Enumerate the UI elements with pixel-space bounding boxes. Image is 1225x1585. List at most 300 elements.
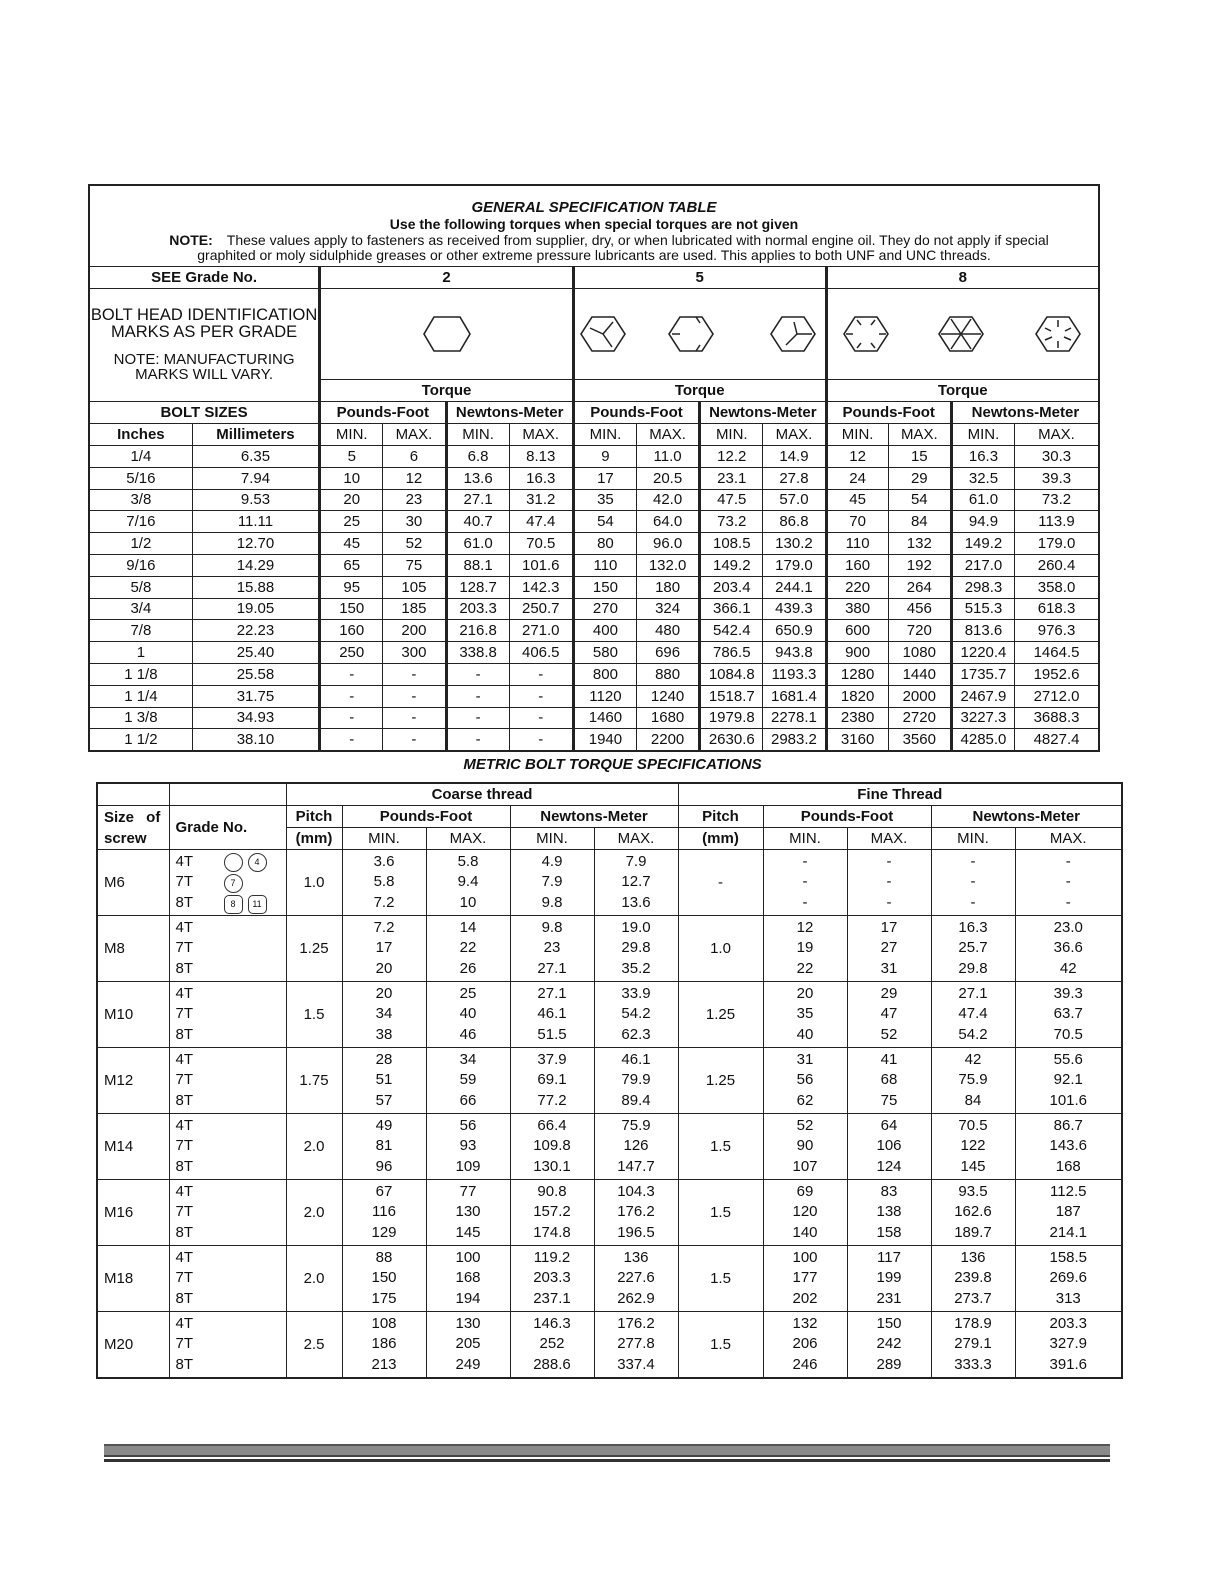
table-cell: 90.8 [537, 1182, 567, 1200]
table-row [97, 916, 1122, 982]
table-cell: 7/8 [89, 620, 192, 642]
table-cell: 46.1 [537, 1005, 567, 1023]
table-cell: 264 [888, 576, 951, 598]
table-cell: 52 [383, 533, 446, 555]
table-row [97, 850, 1122, 916]
table-cell: 439.3 [763, 598, 826, 620]
stacked-values [594, 1114, 678, 1180]
stacked-values [1015, 916, 1122, 982]
table-cell: 70.5 [509, 533, 573, 555]
table-cell: 86.7 [1053, 1116, 1083, 1134]
table-cell: 1/4 [89, 446, 192, 468]
stacked-values [342, 1312, 426, 1379]
table-cell: - [509, 707, 573, 729]
table-cell: 59 [459, 1071, 477, 1089]
table-cell: 203.3 [446, 598, 509, 620]
coarse-pitch-unit: (mm) [286, 828, 342, 850]
table-cell: 37.9 [537, 1050, 567, 1068]
table-cell: 14.29 [192, 554, 319, 576]
table-cell: 260.4 [1015, 554, 1099, 576]
table-cell: 1 3/8 [89, 707, 192, 729]
table-cell: 31.2 [509, 489, 573, 511]
table-cell: 9.8 [541, 893, 563, 911]
table-cell: 880 [637, 663, 700, 685]
grade-mark-icon: 4 [248, 853, 267, 872]
fine-pitch-cell: - [678, 850, 763, 916]
table-cell: 25.7 [958, 939, 988, 957]
table-cell: 9.4 [457, 873, 479, 891]
table-cell: 185 [383, 598, 446, 620]
table-cell: 217.0 [951, 554, 1014, 576]
g8-newtons-meter: Newtons-Meter [951, 402, 1099, 424]
stacked-values [931, 982, 1015, 1048]
table-cell: 1735.7 [951, 663, 1014, 685]
table-cell: 157.2 [533, 1203, 571, 1221]
table-cell: 46.1 [621, 1050, 651, 1068]
screw-size-cell: M10 [97, 982, 169, 1048]
table-cell: 65 [320, 554, 383, 576]
table-cell: 83 [880, 1182, 898, 1200]
table-cell: 1464.5 [1015, 642, 1099, 664]
table-cell: 943.8 [763, 642, 826, 664]
table-row [97, 1048, 1122, 1114]
stacked-values [342, 1114, 426, 1180]
grade-label: 8T [175, 1091, 194, 1109]
table-cell: 269.6 [1049, 1269, 1088, 1287]
table-cell: 2380 [826, 707, 888, 729]
table-cell: 17 [880, 918, 898, 936]
table-cell: 12 [796, 918, 814, 936]
stacked-values [1015, 850, 1122, 916]
coarse-newtons-meter: Newtons-Meter [510, 806, 678, 828]
table-cell: 75.9 [621, 1116, 651, 1134]
table-cell: 93 [459, 1137, 477, 1155]
table-cell: 168 [1055, 1157, 1081, 1175]
general-subtitle: Use the following torques when special torques are not given [389, 215, 799, 232]
table-cell: 108.5 [700, 533, 763, 555]
table-cell: 32.5 [951, 467, 1014, 489]
general-header [89, 185, 1099, 267]
coarse-pitch-cell: 2.0 [286, 1180, 342, 1246]
table-cell: 54 [888, 489, 951, 511]
table-cell: 23.0 [1053, 918, 1083, 936]
fine-pitch-cell: 1.5 [678, 1246, 763, 1312]
table-cell: 41 [880, 1050, 898, 1068]
stacked-values [342, 1246, 426, 1312]
table-cell: 130.1 [533, 1157, 571, 1175]
table-cell: 9/16 [89, 554, 192, 576]
stacked-values [847, 982, 931, 1048]
metric-bolt-torque-table [96, 782, 1123, 1379]
table-cell: 23 [543, 939, 561, 957]
grade-8-marks [826, 289, 1099, 380]
table-cell: 242 [876, 1335, 902, 1353]
fine-pitch-cell: 1.25 [678, 982, 763, 1048]
stacked-values [931, 1312, 1015, 1379]
max-header: MAX. [763, 424, 826, 446]
grade-cell [169, 1048, 286, 1114]
grade-no-header: Grade No. [169, 806, 286, 850]
table-cell: 84 [888, 511, 951, 533]
table-cell: 124 [876, 1157, 902, 1175]
fine-newtons-meter: Newtons-Meter [931, 806, 1122, 828]
table-cell: 696 [637, 642, 700, 664]
fine-pounds-foot: Pounds-Foot [763, 806, 931, 828]
table-cell: 142.3 [509, 576, 573, 598]
stacked-values [847, 1312, 931, 1379]
table-row [89, 467, 1099, 489]
table-cell: 31 [880, 959, 898, 977]
min-header: MIN. [342, 828, 426, 850]
min-header: MIN. [951, 424, 1014, 446]
table-cell: 177 [792, 1269, 818, 1287]
table-cell: 64 [880, 1116, 898, 1134]
table-cell: 16.3 [958, 918, 988, 936]
max-header: MAX. [847, 828, 931, 850]
table-cell: 324 [637, 598, 700, 620]
table-cell: 1193.3 [763, 663, 826, 685]
table-cell: 57 [375, 1091, 393, 1109]
empty-corner [97, 783, 169, 806]
table-cell: 231 [876, 1289, 902, 1307]
table-cell: 29.8 [621, 939, 651, 957]
stacked-values [847, 1180, 931, 1246]
table-cell: 29 [888, 467, 951, 489]
table-cell: 40.7 [446, 511, 509, 533]
note-line-2: graphited or moly sidulphide greases or other extreme pressure lubricants are used. This applies to both UNF and UNC threads. [197, 246, 991, 263]
table-cell: - [1065, 893, 1071, 911]
grade-label: 4T [175, 852, 194, 870]
g5-newtons-meter: Newtons-Meter [700, 402, 826, 424]
stacked-values [763, 982, 847, 1048]
table-cell: 77 [459, 1182, 477, 1200]
table-cell: 45 [826, 489, 888, 511]
table-cell: 27.1 [537, 984, 567, 1002]
table-cell: 187 [1055, 1203, 1081, 1221]
coarse-pitch-cell: 2.5 [286, 1312, 342, 1379]
table-cell: 13.6 [446, 467, 509, 489]
table-cell: 34.93 [192, 707, 319, 729]
grade-cell [169, 1114, 286, 1180]
table-cell: 104.3 [617, 1182, 655, 1200]
stacked-values [594, 1312, 678, 1379]
table-cell: 252 [539, 1335, 565, 1353]
max-header: MAX. [888, 424, 951, 446]
table-row [89, 511, 1099, 533]
table-cell: 976.3 [1015, 620, 1099, 642]
table-cell: 7.9 [541, 873, 563, 891]
table-cell: 270 [573, 598, 636, 620]
table-cell: 68 [880, 1071, 898, 1089]
table-cell: 4.9 [541, 852, 563, 870]
grade-label: 8T [175, 959, 194, 977]
grade-mark-icon [224, 853, 243, 872]
table-cell: 100 [455, 1248, 481, 1266]
table-cell: 110 [573, 554, 636, 576]
table-cell: 140 [792, 1223, 818, 1241]
table-cell: 95 [320, 576, 383, 598]
millimeters-header: Millimeters [192, 424, 319, 446]
stacked-values [510, 1246, 594, 1312]
grade-5-torque: Torque [573, 380, 826, 402]
stacked-values [1015, 982, 1122, 1048]
table-cell: 108 [371, 1314, 397, 1332]
table-cell: 15 [888, 446, 951, 468]
table-cell: 61.0 [446, 533, 509, 555]
table-row [89, 598, 1099, 620]
table-cell: 7/16 [89, 511, 192, 533]
table-cell: 88.1 [446, 554, 509, 576]
table-cell: - [509, 685, 573, 707]
table-cell: 5/8 [89, 576, 192, 598]
table-cell: 273.7 [954, 1289, 992, 1307]
table-cell: 31.75 [192, 685, 319, 707]
stacked-values [847, 1246, 931, 1312]
table-cell: 40 [796, 1025, 814, 1043]
table-cell: 19.0 [621, 918, 651, 936]
table-cell: 70.5 [1053, 1025, 1083, 1043]
grade-2-marks [320, 289, 574, 380]
table-cell: 130 [455, 1314, 481, 1332]
table-cell: 132 [888, 533, 951, 555]
table-cell: 480 [637, 620, 700, 642]
table-row [97, 1180, 1122, 1246]
table-cell: 7.2 [373, 893, 395, 911]
stacked-values [510, 850, 594, 916]
stacked-values [1015, 1246, 1122, 1312]
table-cell: 4285.0 [951, 729, 1014, 751]
fine-pitch-cell: 1.25 [678, 1048, 763, 1114]
stacked-values [931, 1246, 1015, 1312]
table-cell: 239.8 [954, 1269, 992, 1287]
table-cell: 56 [796, 1071, 814, 1089]
table-cell: - [1065, 873, 1071, 891]
table-cell: 1952.6 [1015, 663, 1099, 685]
table-cell: 179.0 [763, 554, 826, 576]
table-cell: 178.9 [954, 1314, 992, 1332]
table-cell: 146.3 [533, 1314, 571, 1332]
table-cell: 4827.4 [1015, 729, 1099, 751]
table-cell: 28 [375, 1050, 393, 1068]
stacked-values [763, 1312, 847, 1379]
table-cell: 1 1/8 [89, 663, 192, 685]
general-title: GENERAL SPECIFICATION TABLE [471, 198, 717, 216]
table-cell: 1518.7 [700, 685, 763, 707]
table-cell: 174.8 [533, 1223, 571, 1241]
note-line-1: These values apply to fasteners as received from supplier, dry, or when lubricated with normal engine oil. They do not apply if special [226, 231, 1049, 248]
table-cell: 26 [459, 959, 477, 977]
table-cell: 158 [876, 1223, 902, 1241]
coarse-pitch-cell: 1.0 [286, 850, 342, 916]
table-cell: 12 [383, 467, 446, 489]
table-cell: 3227.3 [951, 707, 1014, 729]
stacked-values [1015, 1180, 1122, 1246]
grade-label: 8T [175, 1355, 194, 1373]
table-cell: 136 [960, 1248, 986, 1266]
table-cell: 31 [796, 1050, 814, 1068]
grade-label: 7T [175, 1203, 194, 1221]
table-cell: - [320, 729, 383, 751]
table-cell: 203.3 [533, 1269, 571, 1287]
grade-mark-icon: 8 [224, 895, 243, 914]
table-cell: 194 [455, 1289, 481, 1307]
stacked-values [847, 1048, 931, 1114]
table-cell: 12.70 [192, 533, 319, 555]
table-cell: 47 [880, 1005, 898, 1023]
table-cell: 23.1 [700, 467, 763, 489]
fine-pitch-unit: (mm) [678, 828, 763, 850]
table-cell: 75 [383, 554, 446, 576]
table-cell: 542.4 [700, 620, 763, 642]
table-cell: - [802, 852, 808, 870]
table-cell: 380 [826, 598, 888, 620]
hex-grade5-b-icon [669, 317, 713, 351]
table-cell: 2712.0 [1015, 685, 1099, 707]
table-cell: 196.5 [617, 1223, 655, 1241]
stacked-values [426, 916, 510, 982]
grade-label: 4T [175, 918, 194, 936]
table-cell: 149.2 [951, 533, 1014, 555]
table-cell: 25 [459, 984, 477, 1002]
stacked-values [510, 916, 594, 982]
table-cell: 338.8 [446, 642, 509, 664]
table-cell: 2983.2 [763, 729, 826, 751]
table-cell: 11.11 [192, 511, 319, 533]
general-specification-table [88, 184, 1100, 752]
table-cell: 227.6 [617, 1269, 655, 1287]
table-cell: 150 [320, 598, 383, 620]
max-header: MAX. [426, 828, 510, 850]
table-cell: 5/16 [89, 467, 192, 489]
table-cell: 27.1 [537, 959, 567, 977]
grade-cell [169, 1312, 286, 1379]
table-cell: 19 [796, 939, 814, 957]
table-cell: 94.9 [951, 511, 1014, 533]
coarse-pitch-cell: 1.75 [286, 1048, 342, 1114]
table-cell: 47.4 [958, 1005, 988, 1023]
table-cell: 358.0 [1015, 576, 1099, 598]
max-header: MAX. [1015, 828, 1122, 850]
stacked-values [426, 1246, 510, 1312]
table-cell: 900 [826, 642, 888, 664]
table-cell: 7.2 [373, 918, 395, 936]
table-cell: 176.2 [617, 1314, 655, 1332]
hex-grade8-a-icon [844, 317, 888, 351]
table-cell: 6.35 [192, 446, 319, 468]
max-header: MAX. [509, 424, 573, 446]
min-header: MIN. [700, 424, 763, 446]
table-cell: 77.2 [537, 1091, 567, 1109]
table-cell: 1940 [573, 729, 636, 751]
max-header: MAX. [637, 424, 700, 446]
screw-size-cell: M14 [97, 1114, 169, 1180]
table-cell: 20.5 [637, 467, 700, 489]
table-cell: 70 [826, 511, 888, 533]
table-cell: 66 [459, 1091, 477, 1109]
table-cell: - [509, 663, 573, 685]
grade-label: 7T [175, 1071, 194, 1089]
table-cell: 249 [455, 1355, 481, 1373]
g2-newtons-meter: Newtons-Meter [446, 402, 573, 424]
table-cell: 456 [888, 598, 951, 620]
table-cell: 15.88 [192, 576, 319, 598]
stacked-values [763, 850, 847, 916]
table-cell: 5.8 [373, 873, 395, 891]
table-cell: 54.2 [958, 1025, 988, 1043]
grade-8-torque: Torque [826, 380, 1099, 402]
min-header: MIN. [446, 424, 509, 446]
table-cell: 61.0 [951, 489, 1014, 511]
table-cell: 179.0 [1015, 533, 1099, 555]
table-cell: 64.0 [637, 511, 700, 533]
table-cell: 203.3 [1049, 1314, 1088, 1332]
table-cell: 1280 [826, 663, 888, 685]
table-cell: 1240 [637, 685, 700, 707]
table-cell: - [383, 663, 446, 685]
table-cell: 162.6 [954, 1203, 992, 1221]
table-cell: 205 [455, 1335, 481, 1353]
table-cell: 271.0 [509, 620, 573, 642]
table-cell: 12.2 [700, 446, 763, 468]
table-cell: 52 [796, 1116, 814, 1134]
table-row [97, 982, 1122, 1048]
table-cell: 132.0 [637, 554, 700, 576]
table-cell: 88 [375, 1248, 393, 1266]
table-cell: 298.3 [951, 576, 1014, 598]
table-cell: 199 [876, 1269, 902, 1287]
stacked-values [931, 1180, 1015, 1246]
table-cell: 580 [573, 642, 636, 664]
bolt-sizes-label: BOLT SIZES [89, 402, 320, 424]
table-cell: 189.7 [954, 1223, 992, 1241]
stacked-values [763, 1048, 847, 1114]
table-cell: 19.05 [192, 598, 319, 620]
table-cell: 145 [960, 1157, 986, 1175]
table-cell: 7.94 [192, 467, 319, 489]
table-cell: 277.8 [617, 1335, 655, 1353]
min-header: MIN. [320, 424, 383, 446]
stacked-values [426, 982, 510, 1048]
table-cell: - [446, 663, 509, 685]
table-cell: 650.9 [763, 620, 826, 642]
table-cell: 47.5 [700, 489, 763, 511]
table-cell: 158.5 [1049, 1248, 1088, 1266]
table-cell: 250 [320, 642, 383, 664]
stacked-values [426, 850, 510, 916]
table-cell: 3560 [888, 729, 951, 751]
table-cell: 17 [375, 939, 393, 957]
table-cell: 600 [826, 620, 888, 642]
table-cell: - [383, 685, 446, 707]
stacked-values [342, 916, 426, 982]
empty-corner [169, 783, 286, 806]
stacked-values [1015, 1114, 1122, 1180]
coarse-pitch-cell: 1.5 [286, 982, 342, 1048]
table-cell: 35 [573, 489, 636, 511]
table-cell: 150 [876, 1314, 902, 1332]
stacked-values [763, 916, 847, 982]
table-cell: 119.2 [533, 1248, 571, 1266]
table-cell: 25.40 [192, 642, 319, 664]
table-cell: 1460 [573, 707, 636, 729]
table-cell: 143.6 [1049, 1137, 1088, 1155]
table-cell: 10 [320, 467, 383, 489]
table-cell: 288.6 [533, 1355, 571, 1373]
table-row [89, 446, 1099, 468]
stacked-values [342, 850, 426, 916]
size-of-screw-header: Size of screw [97, 806, 169, 850]
table-cell: 9 [573, 446, 636, 468]
